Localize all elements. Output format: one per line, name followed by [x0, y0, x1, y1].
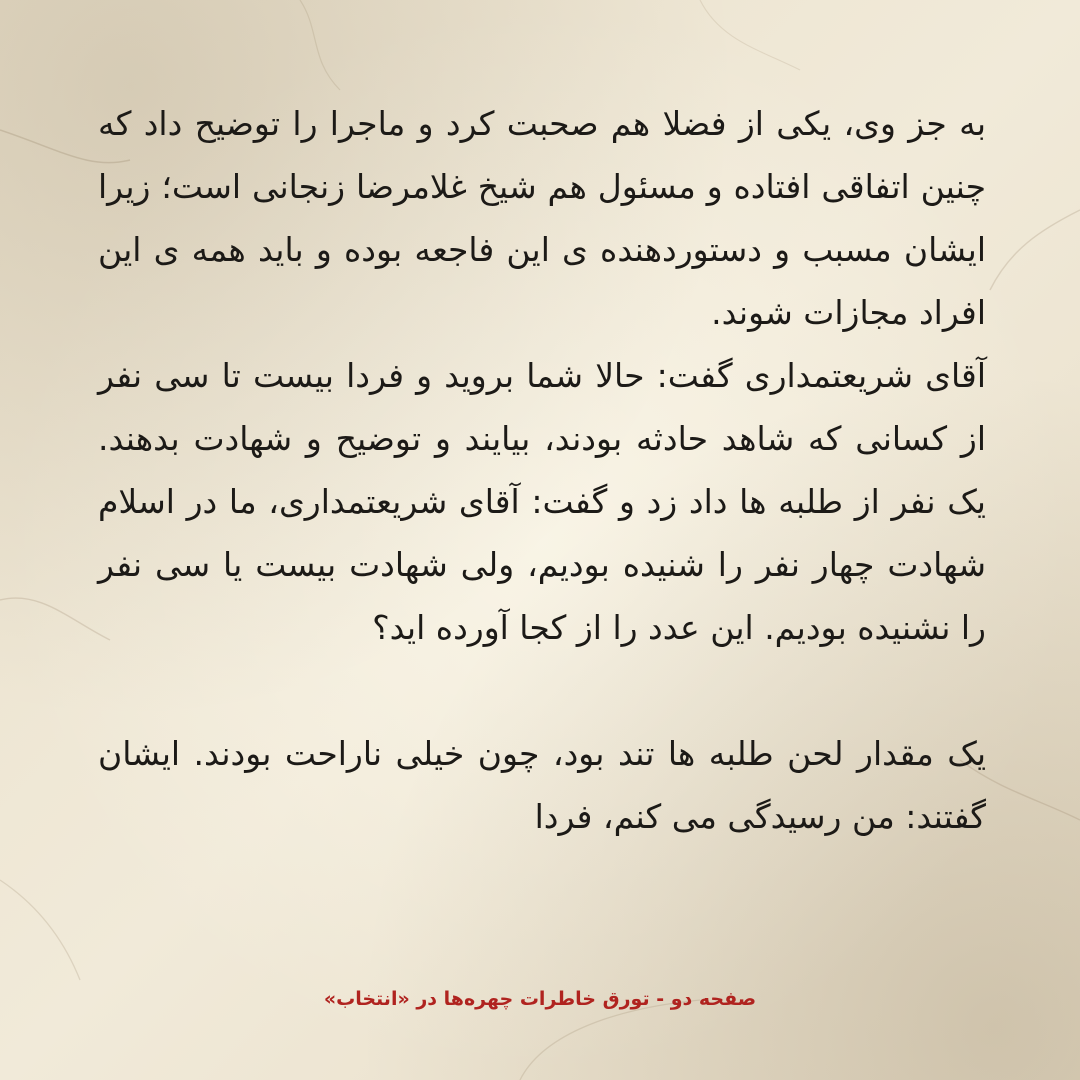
- article-body: [98, 92, 986, 848]
- source-caption: صفحه دو - تورق خاطرات چهره‌ها در «انتخاب»: [323, 988, 757, 1010]
- paragraph-2: آقای شریعتمداری گفت: حالا شما بروید و فردا بیست تا سی نفر از کسانی که شاهد حادثه بودند، بیایند و توضیح و شهادت بدهند. یک نفر از طلبه ها داد زد و گفت: آقای شریعتمداری، ما در اسلام شهادت چهار نفر را شنیده بودیم، ولی شهادت بیست یا سی نفر را نشنیده بودیم. این عدد را از کجا آورده اید؟: [98, 356, 986, 647]
- paragraph-1: به جز وی، یکی از فضلا هم صحبت کرد و ماجرا را توضیح داد که چنین اتفاقی افتاده و مسئول هم شیخ غلامرضا زنجانی است؛ زیرا ایشان مسبب و دستوردهنده ی این فاجعه بوده و باید همه ی این افراد مجازات شوند.: [98, 104, 986, 332]
- paragraph-3: یک مقدار لحن طلبه ها تند بود، چون خیلی ناراحت بودند. ایشان گفتند: من رسیدگی می کنم، فردا: [98, 734, 986, 836]
